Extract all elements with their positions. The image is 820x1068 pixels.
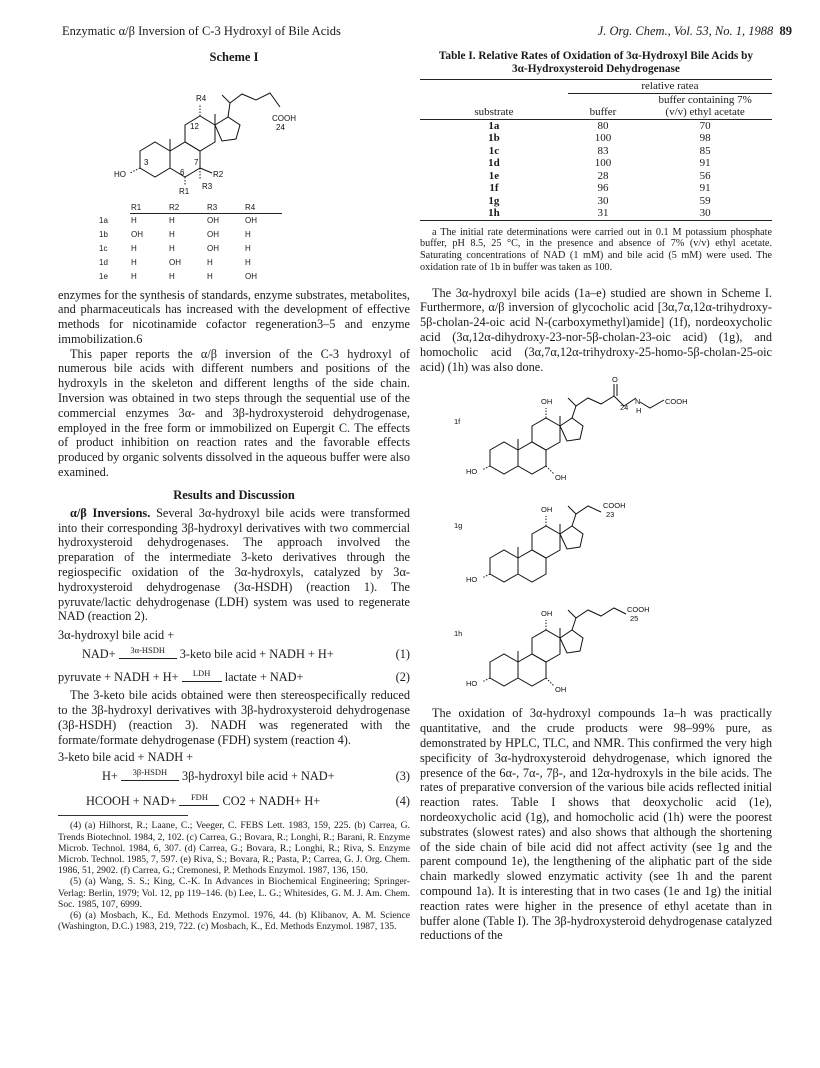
atom-label: N	[635, 397, 641, 407]
structure-1g	[420, 498, 772, 596]
atom-label: OH	[555, 473, 567, 483]
scheme-substituent-table	[98, 202, 282, 284]
structure-1f	[420, 374, 772, 498]
table1-title: Table I. Relative Rates of Oxidation of 3α-Hydroxyl Bile Acids by 3α-Hydroxysteroid Dehydrogenase	[438, 50, 754, 75]
right-column	[420, 50, 772, 943]
atom-label-r3: R3	[202, 182, 213, 191]
section-title: Results and Discussion	[173, 487, 295, 502]
reference-4: (4) (a) Hilhorst, R.; Laane, C.; Veeger, C. FEBS Lett. 1983, 159, 225. (b) Carrea, G. Trends Biotechnol. 1984, 2, 102. (c) Carrea, G.; Bovara, R.; Longhi, R.; Barani, R. Enzyme Microb. Technol. 1984, 6, 307. (d) Carrea, G.; Bovara, R.; Longhi, R.; Riva, S. Enzyme Microb. Technol. 1985, 7, 597. (e) Riva, S.; Bovara, R.; Pasta, P.; Carrea, G. J. Org. Chem. 1986, 51, 2902. (f) Carrea, G.; Cremonesi, P. Methods Enzymol. 1987, 136, 150.	[58, 820, 410, 877]
table-cell: 30	[699, 207, 711, 219]
table-row	[420, 182, 772, 195]
eq2-left: pyruvate + NADH + H+	[58, 670, 179, 685]
table-cell: 1c	[488, 144, 500, 157]
atom-label: OH	[555, 685, 567, 695]
structure-1h	[420, 596, 772, 704]
table1-col-substrate: substrate	[420, 93, 568, 119]
table1-footnote: a The initial rate determinations were carried out in 0.1 M potassium phosphate buffer, pH 8.5, 25 °C, in the presence and absence of 7% (v/v) ethyl acetate. Saturating concentrations of NAD (1 mM) and bile acid (5 mM) were used. The oxidation rate of 1b in buffer was taken as 100.	[420, 226, 772, 273]
scheme-cell: 1a	[99, 216, 108, 225]
atom-label: OH	[541, 609, 553, 619]
atom-label: COOH	[627, 605, 650, 615]
table1-footnote-block	[420, 227, 772, 274]
left-paragraph-2: This paper reports the α/β inversion of the C-3 hydroxyl of numerous bile acids with different numbers and positions of the hydroxyls in the skeleton and different lengths of the side chain. Inversion was obtained in two steps through the sequential use of the commercial enzymes 3α- and 3β-hydroxysteroid dehydrogenase, employed in the free form or immobilized on Eupergit C. The effects of product inhibition on reaction rates and the favorable effects produced by organic solvents dissolved in the aqueous buffer were also examined.	[58, 346, 410, 480]
eq3-enzyme: 3β-HSDH	[121, 765, 179, 781]
eq1-line1: 3α-hydroxyl bile acid +	[58, 628, 175, 643]
table-cell: 80	[597, 119, 609, 132]
eq3-arrow	[121, 765, 179, 784]
eq4-number: (4)	[395, 794, 410, 809]
scheme-cell: H	[169, 272, 175, 281]
scheme-cell: OH	[131, 230, 143, 239]
eq4-arrow	[179, 790, 219, 809]
atom-label-3: 3	[144, 158, 149, 167]
left-paragraph-3	[58, 506, 410, 624]
scheme-cell: H	[169, 244, 175, 253]
eq1-number: (1)	[395, 647, 410, 662]
eq1-right: 3-keto bile acid + NADH + H+	[179, 647, 334, 662]
atom-label-6: 6	[180, 168, 185, 177]
scheme-cell: 1c	[99, 244, 108, 253]
table-cell: 30	[597, 194, 609, 207]
atom-label: 24	[620, 403, 629, 413]
atom-label-r4: R4	[196, 94, 207, 103]
scheme-header-r2: R2	[168, 202, 206, 214]
eq3-line2	[58, 765, 410, 784]
table1-group-header: relative ratea	[568, 80, 772, 94]
scheme-table-header-row	[98, 202, 282, 214]
page-number: 89	[779, 24, 792, 38]
eq4-right: CO2 + NADH+ H+	[222, 794, 321, 809]
equation-1	[58, 628, 410, 662]
atom-label-ho: HO	[114, 170, 126, 179]
table-row	[420, 145, 772, 158]
atom-label: 23	[606, 510, 615, 520]
atom-label-r2: R2	[213, 170, 224, 179]
eq3-left: H+	[102, 769, 118, 784]
table-row	[420, 119, 772, 132]
running-header-journal	[598, 24, 792, 39]
scheme-table-row	[98, 228, 282, 242]
scheme-cell: H	[169, 230, 175, 239]
scheme-cell: 1b	[99, 230, 108, 239]
left-paragraph-intro: enzymes for the synthesis of standards, enzyme substrates, metabolites, and pharmaceuticals has increased with the development of effective methods for nicotinamide cofactor regeneration3–5 and enzyme immobilization.6	[58, 287, 410, 346]
table-cell: 1f	[489, 182, 499, 194]
table-row	[420, 195, 772, 208]
scheme-header-r4: R4	[244, 202, 282, 214]
eq3-number: (3)	[395, 769, 410, 784]
label-1h: 1h	[454, 629, 463, 639]
table-cell: 1h	[488, 207, 500, 219]
scheme-cell: 1e	[99, 272, 108, 281]
table-cell: 1g	[488, 194, 500, 207]
right-paragraph-1: The 3α-hydroxyl bile acids (1a–e) studied are shown in Scheme I. Furthermore, α/β inversion of glycocholic acid [3α,7α,12α-trihydroxy-5β-cholan-24-oic acid N-(carboxymethyl)amide] (1f), nordeoxycholic acid (3α,12α-dihydroxy-23-nor-5β-cholan-23-oic acid) (1g), and homocholic acid (3α,7α,12α-trihydroxy-25-homo-5β-cholan-25-oic acid) (1h) was also done.	[420, 285, 772, 374]
atom-label: 25	[630, 614, 639, 624]
scheme-cell: H	[131, 258, 137, 267]
table-cell: 70	[699, 119, 711, 132]
table1	[420, 79, 772, 221]
atom-label: HO	[466, 679, 478, 689]
scheme-table-row	[98, 270, 282, 284]
equation-2	[58, 666, 410, 685]
eq2-right: lactate + NAD+	[224, 670, 304, 685]
scheme-cell: OH	[245, 272, 257, 281]
table1-header-row	[420, 93, 772, 119]
reference-6: (6) (a) Mosbach, K., Ed. Methods Enzymol. 1976, 44. (b) Klibanov, A. M. Science (Washington, D.C.) 1983, 219, 722. (c) Mosbach, K., Ed. Methods Enzymol. 1987, 135.	[58, 910, 410, 933]
eq2-number: (2)	[395, 670, 410, 685]
atom-label-24: 24	[276, 123, 285, 132]
table-cell: 85	[699, 144, 711, 157]
atom-label-7: 7	[194, 158, 199, 167]
table-cell: 1d	[488, 157, 500, 169]
table-cell: 1a	[488, 119, 500, 132]
table-cell: 59	[699, 194, 711, 207]
scheme-header-r1: R1	[130, 202, 168, 214]
table-cell: 83	[597, 144, 609, 157]
scheme-cell: H	[131, 272, 137, 281]
atom-label: HO	[466, 575, 478, 585]
table1-col-buffer-etoac: buffer containing 7% (v/v) ethyl acetate	[638, 93, 772, 119]
scheme-table-row	[98, 214, 282, 228]
reference-5: (5) (a) Wang, S. S.; King, C.-K. In Advances in Biochemical Engineering; Springer-Verlag: Berlin, 1979; Vol. 12, pp 119–146. (b) Lee, L. G.; Whitesides, G. M. J. Am. Chem. Soc. 1985, 107, 6999.	[58, 876, 410, 910]
table-row	[420, 157, 772, 170]
right-paragraph-2: The oxidation of 3α-hydroxyl compounds 1a–h was practically quantitative, and the crude products were 98–99% pure, as demonstrated by HPLC, TLC, and NMR. This confirmed the very high specificity of 3α-hydroxysteroid dehydrogenase, which ignored the presence of the 6α-, 7α-, 7β-, and 12α-hydroxyls in the bile acids. The rates of preparative conversion of the various bile acids reflected initial reaction rates. Table I shows that deoxycholic acid (1e), nordeoxycholic acid (1g), and homocholic acid (1h) were the poorest substrates (slowest rates) and also shows that although the shortening of the side chain of bile acid did not affect activity (see 1g and the parent compound 1e), the lengthening of the aliphatic part of the side chain markedly slowed enzymatic activity (see 1h and the parent compound 1a). It is interesting that in two cases (1e and 1g) the initial reaction rates were higher in the presence of ethyl acetate than in buffer alone (Table I). The 3β-hydroxysteroid dehydrogenase catalyzed reductions of the	[420, 706, 772, 943]
scheme-cell: OH	[207, 244, 219, 253]
scheme-cell: H	[207, 258, 213, 267]
table-cell: 96	[597, 182, 609, 194]
eq2-arrow	[182, 666, 222, 685]
table-cell: 100	[594, 132, 612, 144]
atom-label: O	[612, 375, 618, 385]
atom-label-12: 12	[190, 122, 199, 131]
table-cell: 91	[699, 182, 711, 194]
scheme-structure	[58, 67, 410, 202]
eq1-arrow	[119, 643, 177, 662]
scheme-cell: OH	[245, 216, 257, 226]
eq1-enzyme: 3α-HSDH	[119, 643, 177, 659]
eq3-line1: 3-keto bile acid + NADH +	[58, 750, 194, 765]
eq1-left: NAD+	[82, 647, 116, 662]
table1-col-buffer: buffer	[568, 93, 638, 119]
table-row	[420, 170, 772, 183]
table-cell: 91	[699, 157, 711, 169]
atom-label: COOH	[665, 397, 688, 407]
scheme-cell: H	[245, 230, 251, 239]
scheme-cell: H	[245, 244, 251, 253]
table1-group-row	[420, 80, 772, 94]
atom-label-cooh: COOH	[272, 114, 296, 123]
label-1f: 1f	[454, 417, 461, 427]
table-cell: 28	[597, 169, 609, 182]
eq4-left: HCOOH + NAD+	[86, 794, 177, 809]
scheme-table-row	[98, 242, 282, 256]
table-cell: 1e	[488, 169, 500, 182]
scheme-header-r3: R3	[206, 202, 244, 214]
scheme-cell: H	[131, 244, 137, 253]
scheme-table-row	[98, 256, 282, 270]
table-row	[420, 207, 772, 220]
running-header-title: Enzymatic α/β Inversion of C-3 Hydroxyl of Bile Acids	[62, 24, 341, 38]
footnote-rule	[58, 815, 188, 816]
eq1-line2	[58, 643, 410, 662]
scheme-cell: H	[131, 216, 137, 226]
atom-label: H	[636, 406, 642, 416]
references	[58, 820, 410, 932]
eq4-enzyme: FDH	[179, 790, 219, 806]
equation-4	[58, 790, 410, 809]
scheme-cell: OH	[207, 216, 219, 226]
atom-label-r1: R1	[179, 187, 190, 196]
paragraph-body: Several 3α-hydroxyl bile acids were transformed into their corresponding 3β-hydroxyl derivatives with two commercial hydroxysteroid dehydrogenases. The approach involved the preparation of the intermediate 3-keto derivatives through the regiospecific oxidation of the 3α-hydroxyls, catalyzed by 3α-hydroxysteroid dehydrogenase (3α-HSDH) (reaction 1). The pyruvate/lactic dehydrogenase (LDH) system was used to regenerate NAD (reaction 2).	[58, 505, 410, 624]
atom-label: OH	[541, 505, 553, 515]
label-1g: 1g	[454, 521, 463, 531]
equation-3	[58, 750, 410, 784]
table-cell: 1b	[488, 132, 500, 144]
left-paragraph-4: The 3-keto bile acids obtained were then stereospecifically reduced to the 3β-hydroxyl derivatives with 3β-hydroxysteroid dehydrogenase (3β-HSDH) (reaction 3). NADH was regenerated with the formate/formate dehydrogenase (FDH) system (reaction 4).	[58, 688, 410, 747]
table-row	[420, 132, 772, 145]
scheme-title: Scheme I	[209, 50, 259, 64]
scheme-cell: H	[207, 272, 213, 281]
scheme-cell: OH	[207, 230, 219, 239]
scheme-cell: H	[169, 216, 175, 226]
eq2-enzyme: LDH	[182, 666, 222, 682]
left-column	[58, 50, 410, 932]
atom-label: HO	[466, 467, 478, 477]
paragraph-lead: α/β Inversions.	[70, 505, 151, 520]
eq3-right: 3β-hydroxyl bile acid + NAD+	[181, 769, 335, 784]
atom-label: COOH	[603, 501, 626, 511]
scheme-cell: OH	[169, 258, 181, 267]
table-cell: 31	[597, 207, 609, 219]
table-cell: 56	[699, 169, 711, 182]
table-cell: 100	[594, 157, 612, 169]
scheme-cell: H	[245, 258, 251, 267]
scheme-cell: 1d	[99, 258, 108, 267]
journal-citation: J. Org. Chem., Vol. 53, No. 1, 1988	[597, 24, 774, 38]
table-cell: 98	[699, 132, 711, 144]
atom-label: OH	[541, 397, 553, 407]
